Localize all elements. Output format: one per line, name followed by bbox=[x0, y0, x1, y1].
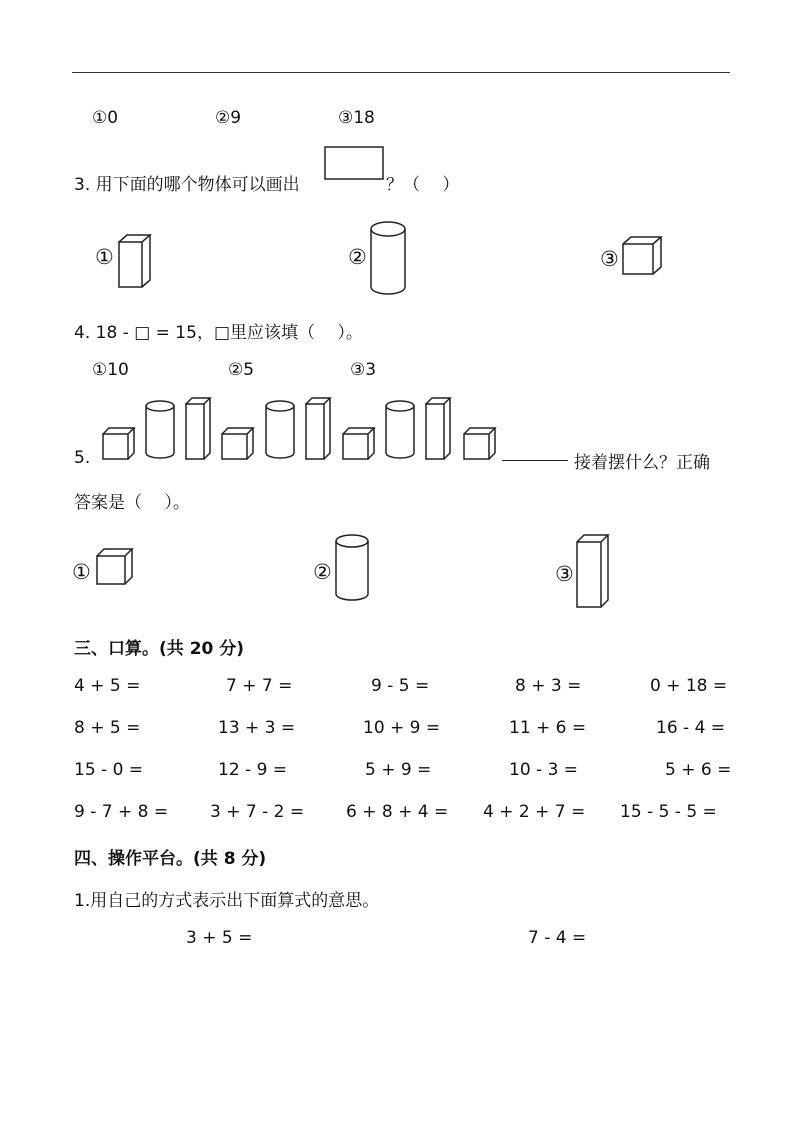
tall-cuboid-icon[interactable] bbox=[574, 532, 614, 610]
q4-option-1[interactable]: ①10 bbox=[92, 360, 129, 380]
tall-cuboid-icon[interactable] bbox=[116, 232, 156, 290]
calc-item[interactable]: 9 - 5 = bbox=[371, 676, 430, 696]
q3-answer-blank[interactable]: ？（ ） bbox=[386, 175, 460, 195]
q4-option-3[interactable]: ③3 bbox=[350, 360, 377, 380]
calc-item[interactable]: 8 + 5 = bbox=[74, 718, 141, 738]
calc-item[interactable]: 10 - 3 = bbox=[509, 760, 579, 780]
q5-option-3-label[interactable]: ③ bbox=[555, 562, 574, 586]
calc-item[interactable]: 15 - 5 - 5 = bbox=[620, 802, 717, 822]
q5-option-2-label[interactable]: ② bbox=[313, 560, 332, 584]
q3-option-3-label[interactable]: ③ bbox=[600, 247, 619, 271]
calc-item[interactable]: 15 - 0 = bbox=[74, 760, 144, 780]
rectangle-figure bbox=[324, 146, 386, 182]
calc-item[interactable]: 4 + 2 + 7 = bbox=[483, 802, 586, 822]
q2-option-1[interactable]: ①0 bbox=[92, 108, 119, 128]
section4-question-1: 1.用自己的方式表示出下面算式的意思。 bbox=[74, 891, 380, 911]
calc-item[interactable]: 13 + 3 = bbox=[218, 718, 296, 738]
cylinder-icon[interactable] bbox=[333, 532, 373, 604]
q3-option-2-label[interactable]: ② bbox=[348, 245, 367, 269]
q5-answer-line[interactable] bbox=[502, 460, 568, 461]
q2-option-2[interactable]: ②9 bbox=[215, 108, 242, 128]
calc-item[interactable]: 12 - 9 = bbox=[218, 760, 288, 780]
q5-number: 5. bbox=[74, 448, 91, 468]
cylinder-icon[interactable] bbox=[368, 220, 408, 298]
calc-item[interactable]: 5 + 9 = bbox=[365, 760, 432, 780]
calc-item[interactable]: 4 + 5 = bbox=[74, 676, 141, 696]
calc-item[interactable]: 8 + 3 = bbox=[515, 676, 582, 696]
q3-option-1-label[interactable]: ① bbox=[95, 245, 114, 269]
q2-option-3[interactable]: ③18 bbox=[338, 108, 375, 128]
section4-title: 四、操作平台。(共 8 分) bbox=[74, 849, 267, 869]
calc-item[interactable]: 0 + 18 = bbox=[650, 676, 728, 696]
calc-item[interactable]: 9 - 7 + 8 = bbox=[74, 802, 169, 822]
section3-title: 三、口算。(共 20 分) bbox=[74, 639, 245, 659]
cube-icon[interactable] bbox=[620, 234, 666, 278]
calc-item[interactable]: 5 + 6 = bbox=[665, 760, 732, 780]
q4-question-text: 4. 18 - □ = 15，□里应该填（ ）。 bbox=[74, 323, 363, 343]
q5-question-text: 接着摆什么？正确 bbox=[574, 453, 710, 473]
q4-option-2[interactable]: ②5 bbox=[228, 360, 255, 380]
calc-item[interactable]: 11 + 6 = bbox=[509, 718, 587, 738]
section4-expression-1[interactable]: 3 + 5 = bbox=[186, 928, 253, 948]
shape-pattern-sequence bbox=[100, 396, 500, 462]
section4-expression-2[interactable]: 7 - 4 = bbox=[528, 928, 587, 948]
calc-item[interactable]: 7 + 7 = bbox=[226, 676, 293, 696]
q5-option-1-label[interactable]: ① bbox=[72, 560, 91, 584]
q3-question-text: 3. 用下面的哪个物体可以画出 bbox=[74, 175, 300, 195]
top-rule bbox=[72, 72, 730, 73]
cube-icon[interactable] bbox=[94, 546, 136, 588]
calc-item[interactable]: 10 + 9 = bbox=[363, 718, 441, 738]
calc-item[interactable]: 16 - 4 = bbox=[656, 718, 726, 738]
q5-question-line2: 答案是（ ）。 bbox=[74, 493, 190, 513]
calc-item[interactable]: 6 + 8 + 4 = bbox=[346, 802, 449, 822]
calc-item[interactable]: 3 + 7 - 2 = bbox=[210, 802, 305, 822]
